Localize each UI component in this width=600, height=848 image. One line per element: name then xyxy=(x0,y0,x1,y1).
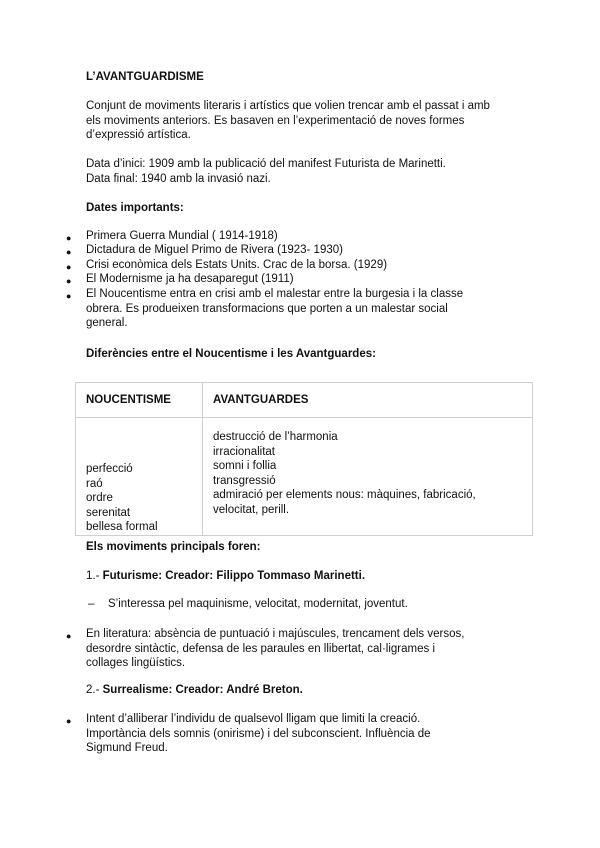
futurism-literature-line: collages lingüístics. xyxy=(86,657,186,669)
differences-heading: Diferències entre el Noucentisme i les Avantguardes: xyxy=(86,348,376,360)
important-dates-heading: Dates importants: xyxy=(86,202,184,214)
header-noucentisme: NOUCENTISME xyxy=(76,383,203,418)
bullet-icon: ● xyxy=(66,233,72,243)
table-row xyxy=(76,418,533,536)
bullet-icon: ● xyxy=(66,247,72,257)
bullet-icon: ● xyxy=(66,716,72,726)
surrealism-title: Surrealisme: Creador: André Breton. xyxy=(102,684,303,696)
surrealism-line: Intent d’alliberar l’individu de qualsevol lligam que limiti la creació. xyxy=(86,713,421,725)
bullet-icon: ● xyxy=(66,276,72,286)
futurism-interest: S’interessa pel maquinisme, velocitat, modernitat, joventut. xyxy=(108,598,408,610)
list-item: Primera Guerra Mundial ( 1914-1918) xyxy=(86,230,278,242)
surrealism-line: Importància dels somnis (onirisme) i del subconscient. Influència de xyxy=(86,727,431,740)
futurism-literature-line: desordre sintàctic, defensa de les paraules en llibertat, cal·ligrames i xyxy=(86,642,436,655)
intro-paragraph xyxy=(86,99,490,143)
table-cell-line: serenitat xyxy=(86,506,131,519)
table-cell-line: irracionalitat xyxy=(213,445,275,458)
table-cell-line: ordre xyxy=(86,492,113,504)
futurism-heading xyxy=(86,569,365,584)
list-item-line: El Noucentisme entra en crisi amb el malestar entre la burgesia i la classe xyxy=(86,288,464,300)
intro-line: els moviments anteriors. Es basaven en l’experimentació de noves formes xyxy=(86,114,465,127)
table-cell-line: raó xyxy=(86,477,103,490)
list-item-line: obrera. Es produeixen transformacions que porten a un malestar social xyxy=(86,302,448,315)
table-cell-line: destrucció de l’harmonia xyxy=(213,431,338,443)
avantguardes-cell xyxy=(203,418,533,536)
surrealism-description xyxy=(86,712,431,756)
table-cell-line: perfecció xyxy=(86,463,133,475)
bullet-icon: ● xyxy=(66,262,72,272)
list-item-line: general. xyxy=(86,317,128,329)
table-cell-line: transgressió xyxy=(213,474,276,487)
futurism-literature-line: En literatura: absència de puntuació i majúscules, trencament dels versos, xyxy=(86,628,465,640)
end-date: Data final: 1940 amb la invasió nazi. xyxy=(86,172,271,185)
list-item: El Modernisme ja ha desaparegut (1911) xyxy=(86,273,294,285)
futurism-number: 1.- xyxy=(86,570,103,582)
page-title: L’AVANTGUARDISME xyxy=(86,71,204,83)
list-item: Crisi econòmica dels Estats Units. Crac de la borsa. (1929) xyxy=(86,259,388,271)
table-header-row xyxy=(76,383,533,418)
start-date: Data d’inici: 1909 amb la publicació del manifest Futurista de Marinetti. xyxy=(86,158,446,170)
header-avantguardes: AVANTGUARDES xyxy=(203,383,533,418)
intro-line: d’expressió artística. xyxy=(86,129,191,141)
intro-line: Conjunt de moviments literaris i artístics que volien trencar amb el passat i amb xyxy=(86,100,490,112)
surrealism-heading xyxy=(86,683,303,698)
surrealism-number: 2.- xyxy=(86,684,103,696)
bullet-icon: ● xyxy=(66,291,72,301)
surrealism-line: Sigmund Freud. xyxy=(86,742,168,754)
list-item xyxy=(86,287,463,331)
futurism-title: Futurisme: Creador: Filippo Tommaso Marinetti. xyxy=(102,570,366,582)
date-range xyxy=(86,157,446,186)
table-cell-line: velocitat, perill. xyxy=(213,503,290,516)
table-cell-line: admiració per elements nous: màquines, fabricació, xyxy=(213,489,476,501)
bullet-icon: ● xyxy=(66,631,72,641)
futurism-literature xyxy=(86,627,464,671)
noucentisme-cell xyxy=(76,418,203,536)
table-cell-line: bellesa formal xyxy=(86,521,158,533)
table-cell-line: somni i follia xyxy=(213,460,277,472)
list-item: Dictadura de Miguel Primo de Rivera (1923- 1930) xyxy=(86,244,343,256)
dash-icon: – xyxy=(88,598,95,610)
comparison-table xyxy=(75,382,533,536)
movements-heading: Els moviments principals foren: xyxy=(86,541,261,553)
